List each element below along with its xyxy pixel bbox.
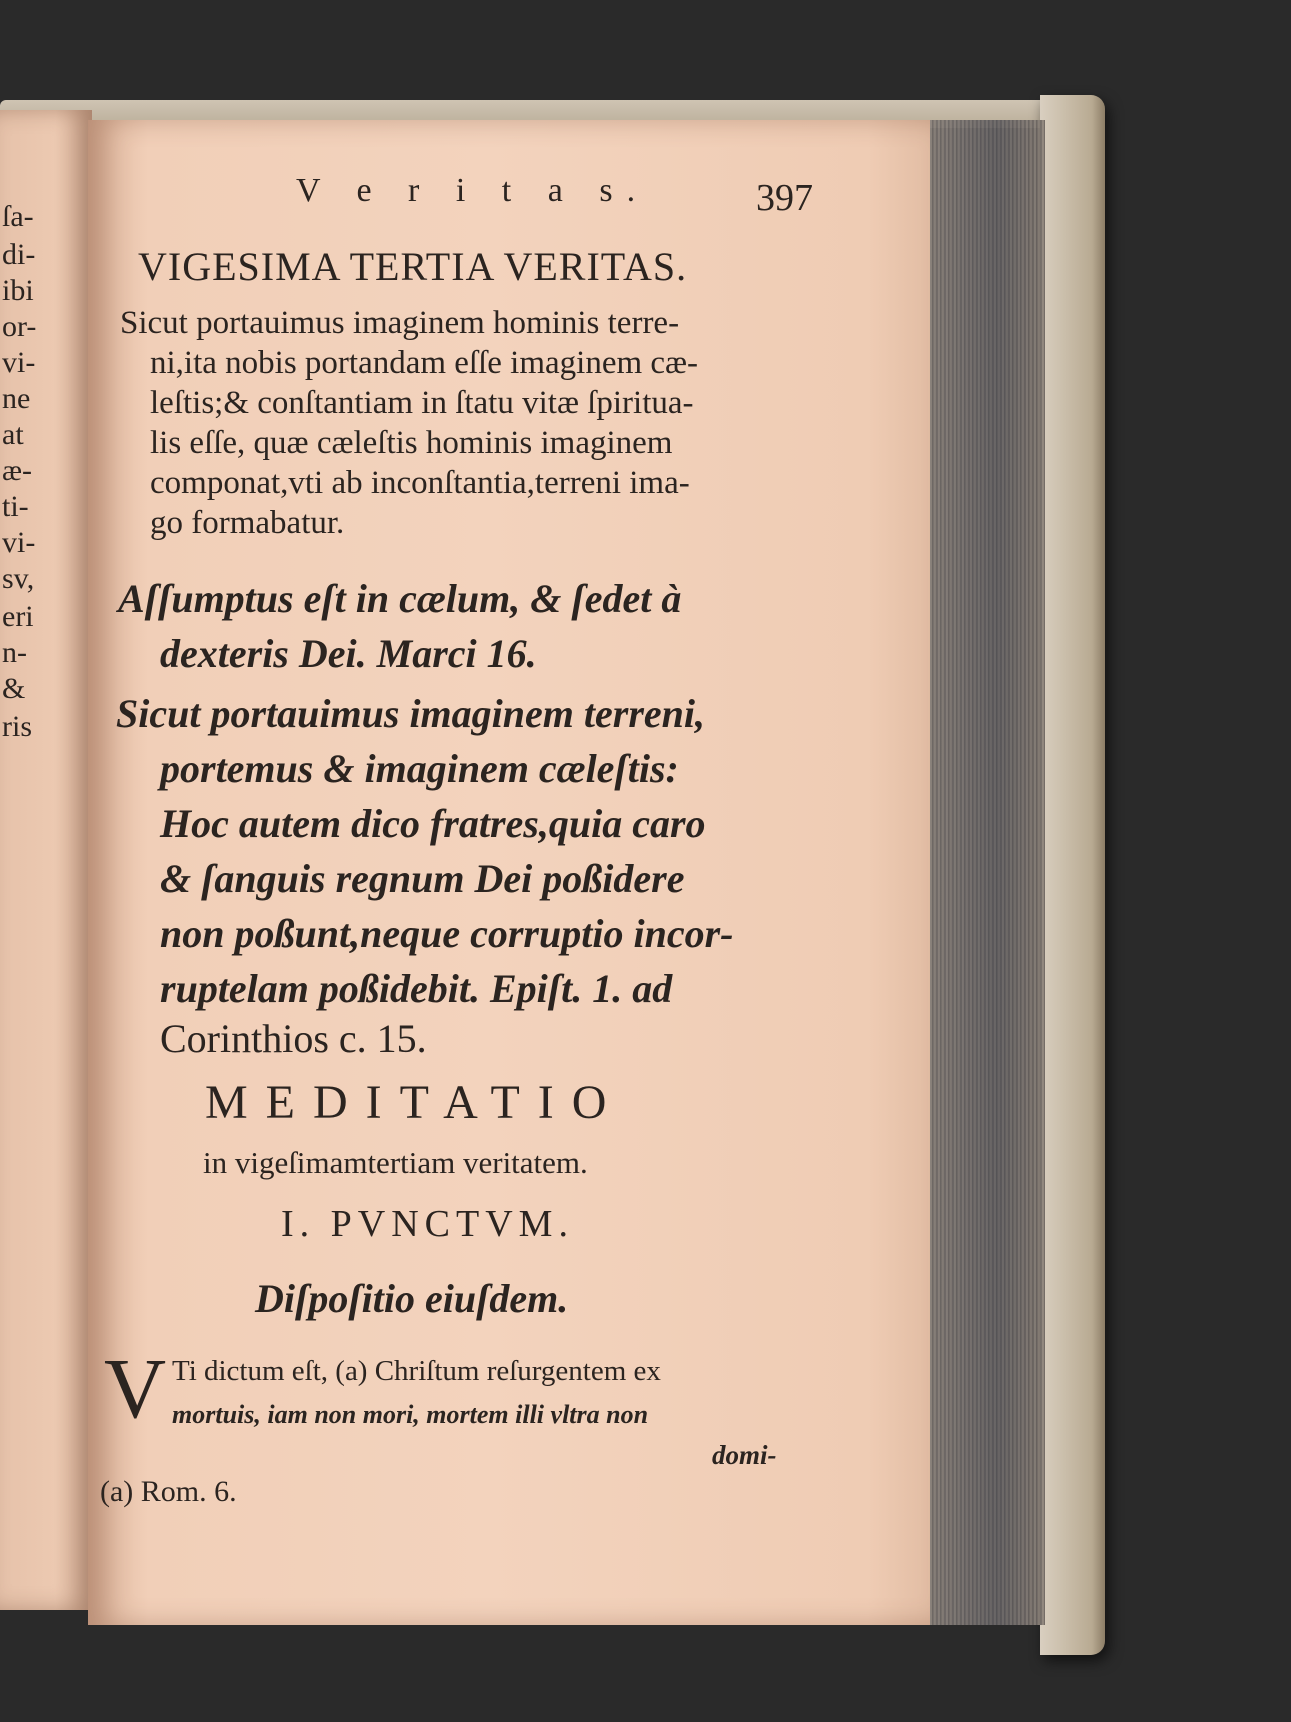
section-title: VIGESIMA TERTIA VERITAS.	[138, 244, 688, 289]
text-line: Ti dictum eſt, (a) Chriſtum reſurgentem ex	[172, 1355, 661, 1387]
body-line: componat,vti ab inconſtantia,terreni ima-	[150, 465, 690, 501]
drop-capital: V	[104, 1340, 167, 1436]
quote-line: Aſſumptus eſt in cælum, & ſedet à	[118, 576, 682, 621]
body-line: Sicut portauimus imaginem hominis terre-	[120, 305, 680, 341]
left-fragment: ſa-	[2, 200, 34, 233]
body-line: ni,ita nobis portandam eſſe imaginem cæ-	[150, 345, 699, 381]
quote-line: Sicut portauimus imaginem terreni,	[116, 691, 706, 736]
left-fragment: vi-	[2, 346, 36, 379]
running-head: V e r i t a s.	[296, 172, 650, 209]
quote-line: Hoc autem dico fratres,quia caro	[160, 801, 706, 846]
left-fragment: æ-	[2, 454, 32, 487]
dispositio-heading: Diſpoſitio eiuſdem.	[255, 1276, 569, 1321]
footnote: (a) Rom. 6.	[100, 1475, 237, 1508]
left-fragment: sv,	[2, 562, 35, 595]
left-fragment: vi-	[2, 526, 36, 559]
quote-line: non poßunt,neque corruptio incor-	[160, 911, 734, 956]
punctum-heading: I. PVNCTVM.	[281, 1203, 574, 1245]
cover-edge	[1040, 95, 1105, 1655]
quote-line: portemus & imaginem cæleſtis:	[160, 746, 679, 791]
left-fragment: at	[2, 418, 24, 451]
body-line: go formabatur.	[150, 505, 345, 541]
left-fragment: ibi	[2, 274, 34, 307]
left-fragment: n-	[2, 636, 27, 669]
left-fragment: eri	[2, 600, 34, 633]
quote-line: & ſanguis regnum Dei poßidere	[160, 856, 685, 901]
body-line: lis eſſe, quæ cæleſtis hominis imaginem	[150, 425, 673, 461]
left-fragment: &	[2, 672, 26, 705]
body-line: leſtis;& conſtantiam in ſtatu vitæ ſpiritua-	[150, 385, 694, 421]
meditatio-title: MEDITATIO	[205, 1076, 625, 1129]
quote-line: ruptelam poßidebit. Epiſt. 1. ad	[160, 966, 673, 1011]
left-fragment: ne	[2, 382, 31, 415]
left-fragment: or-	[2, 310, 37, 343]
text-line: mortuis, iam non mori, mortem illi vltra non	[172, 1400, 649, 1429]
left-fragment: di-	[2, 238, 36, 271]
quote-line: Corinthios c. 15.	[160, 1016, 427, 1061]
page-number: 397	[756, 177, 813, 219]
left-page	[0, 110, 92, 1610]
left-fragment: ris	[2, 710, 32, 743]
page-fore-edge	[925, 120, 1045, 1625]
catchword: domi-	[712, 1440, 777, 1470]
meditatio-subtitle: in vigeſimamtertiam veritatem.	[203, 1145, 588, 1180]
quote-line: dexteris Dei. Marci 16.	[160, 631, 537, 676]
left-fragment: ti-	[2, 490, 29, 523]
